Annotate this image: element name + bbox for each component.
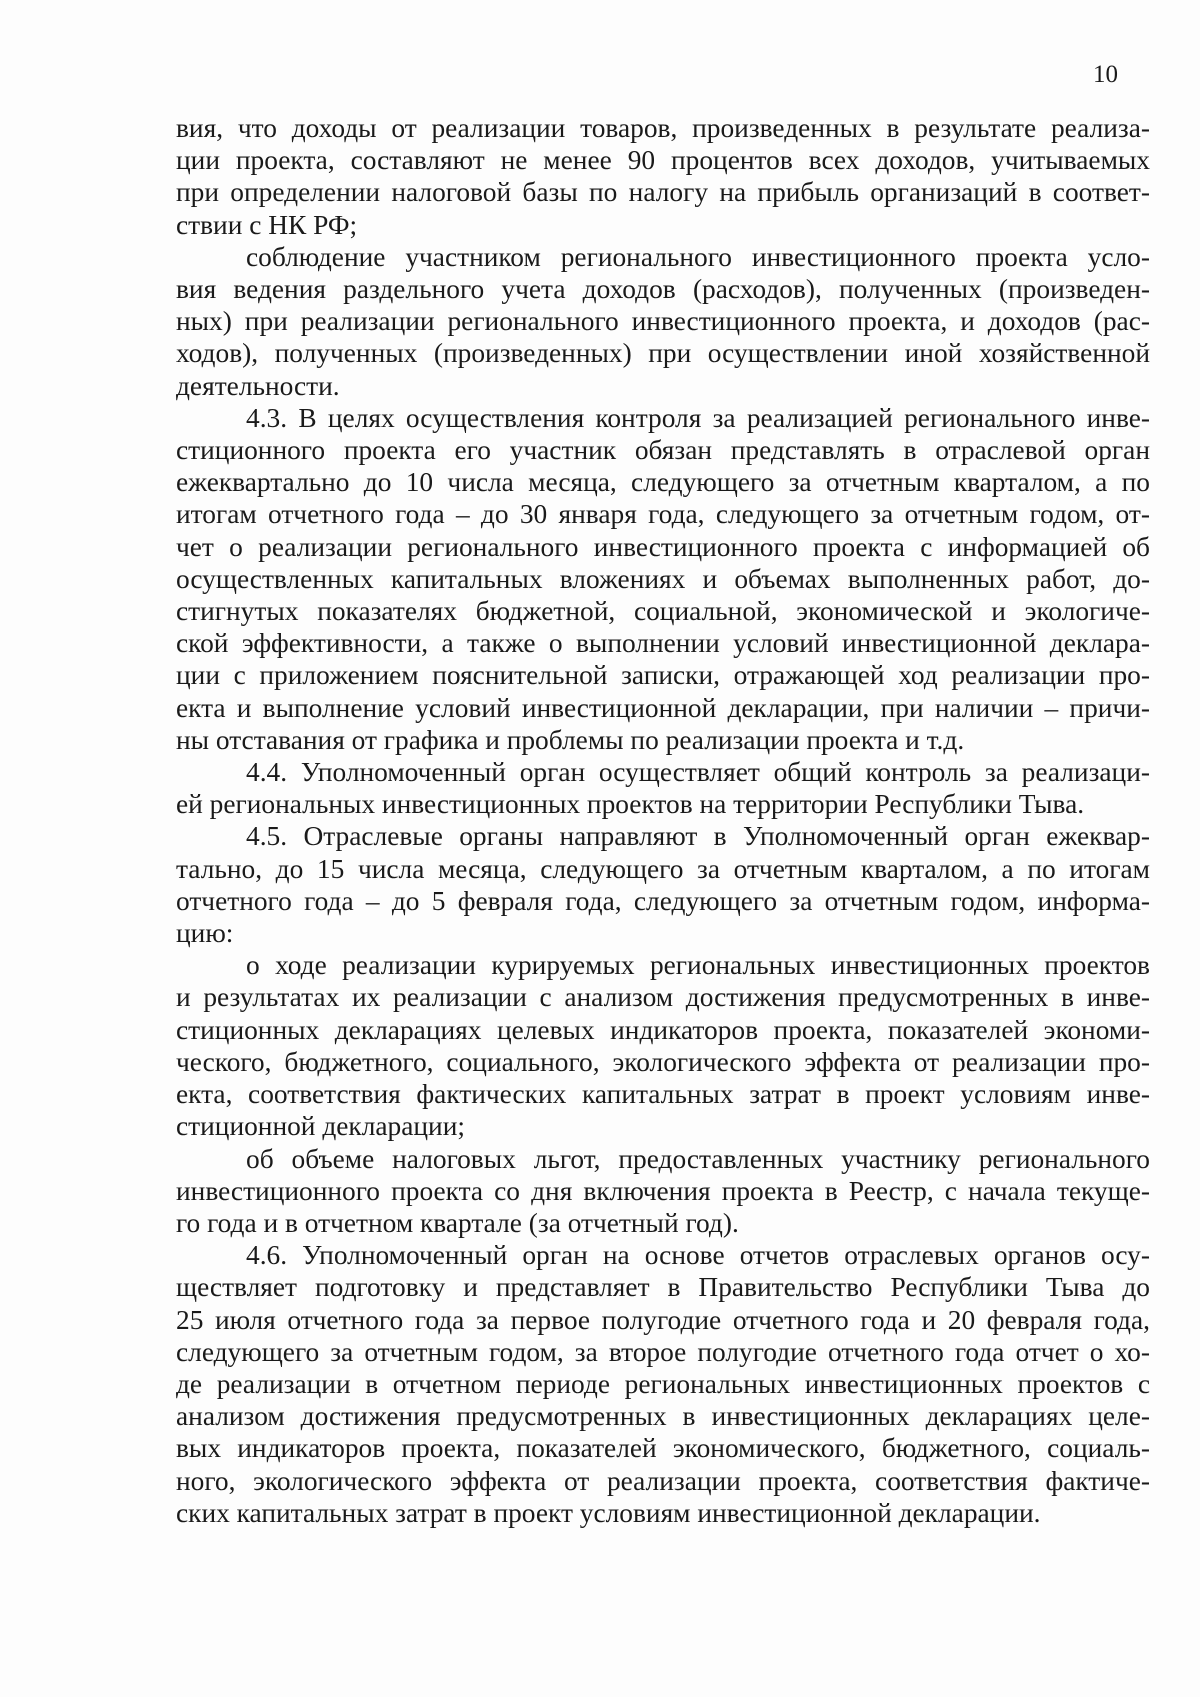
paragraph (176, 1239, 1150, 1529)
paragraph (176, 1143, 1150, 1240)
text-line: соблюдение участником регионального инвестиционного проекта усло- (246, 241, 1150, 272)
document-body (176, 112, 1150, 1529)
paragraph (176, 820, 1150, 949)
text-line: екта и выполнение условий инвестиционной декларации, при наличии – причи- (176, 692, 1150, 723)
text-line: 4.5. Отраслевые органы направляют в Уполномоченный орган ежеквар- (246, 821, 1150, 852)
text-line: екта, соответствия фактических капитальных затрат в проект условиям инве- (176, 1079, 1150, 1110)
text-line: 4.3. В целях осуществления контроля за реализацией регионального инве- (246, 402, 1150, 433)
text-line: ежеквартально до 10 числа месяца, следующего за отчетным кварталом, а по (176, 467, 1150, 498)
text-line: и результатах их реализации с анализом достижения предусмотренных в инве- (176, 982, 1150, 1013)
text-line: вия ведения раздельного учета доходов (расходов), полученных (произведен- (176, 274, 1150, 305)
text-line: ны отставания от графика и проблемы по реализации проекта и т.д. (176, 724, 965, 755)
text-line: ных) при реализации регионального инвестиционного проекта, и доходов (рас- (176, 306, 1150, 337)
text-line: стиционного проекта его участник обязан представлять в отраслевой орган (176, 435, 1150, 466)
text-line: ских капитальных затрат в проект условиям инвестиционной декларации. (176, 1497, 1041, 1528)
paragraph (176, 402, 1150, 756)
text-line: тально, до 15 числа месяца, следующего за отчетным кварталом, а по итогам (176, 853, 1150, 884)
text-line: стигнутых показателях бюджетной, социальной, экономической и экологиче- (176, 596, 1150, 627)
text-line: при определении налоговой базы по налогу на прибыль организаций в соответ- (176, 177, 1150, 208)
text-line: 4.6. Уполномоченный орган на основе отчетов отраслевых органов осу- (246, 1240, 1150, 1271)
text-line: 25 июля отчетного года за первое полугодие отчетного года и 20 февраля года, (176, 1304, 1150, 1335)
text-line: го года и в отчетном квартале (за отчетный год). (176, 1207, 739, 1238)
text-line: ской эффективности, а также о выполнении условий инвестиционной деклара- (176, 628, 1150, 659)
text-line: ществляет подготовку и представляет в Правительство Республики Тыва до (176, 1272, 1150, 1303)
text-line: ей региональных инвестиционных проектов на территории Республики Тыва. (176, 789, 1085, 820)
page-number: 10 (1093, 61, 1118, 88)
text-line: ции проекта, составляют не менее 90 процентов всех доходов, учитываемых (176, 145, 1150, 176)
text-line: ции с приложением пояснительной записки, отражающей ход реализации про- (176, 660, 1150, 691)
paragraph (176, 756, 1150, 820)
text-line: следующего за отчетным годом, за второе полугодие отчетного года отчет о хо- (176, 1336, 1150, 1367)
paragraph (176, 949, 1150, 1142)
text-line: вия, что доходы от реализации товаров, произведенных в результате реализа- (176, 113, 1150, 143)
text-line: чет о реализации регионального инвестиционного проекта с информацией об (176, 531, 1150, 562)
text-line: осуществленных капитальных вложениях и объемах выполненных работ, до- (176, 563, 1150, 594)
text-line: итогам отчетного года – до 30 января года, следующего за отчетным годом, от- (176, 499, 1150, 530)
text-line: деятельности. (176, 370, 340, 401)
text-line: вых индикаторов проекта, показателей экономического, бюджетного, социаль- (176, 1433, 1150, 1464)
text-line: стиционных декларациях целевых индикаторов проекта, показателей экономи- (176, 1014, 1150, 1045)
text-line: де реализации в отчетном периоде региональных инвестиционных проектов с (176, 1368, 1150, 1399)
text-line: стиционной декларации; (176, 1111, 465, 1142)
paragraph (176, 241, 1150, 402)
text-line: ческого, бюджетного, социального, экологического эффекта от реализации про- (176, 1046, 1150, 1077)
text-line: о ходе реализации курируемых региональных инвестиционных проектов (246, 950, 1150, 981)
text-line: 4.4. Уполномоченный орган осуществляет общий контроль за реализаци- (246, 757, 1150, 788)
text-line: анализом достижения предусмотренных в инвестиционных декларациях целе- (176, 1401, 1150, 1432)
text-line: об объеме налоговых льгот, предоставленных участнику регионального (246, 1143, 1150, 1174)
text-line: инвестиционного проекта со дня включения проекта в Реестр, с начала текуще- (176, 1175, 1150, 1206)
text-line: ствии с НК РФ; (176, 209, 358, 240)
text-line: ходов), полученных (произведенных) при осуществлении иной хозяйственной (176, 338, 1150, 369)
text-line: отчетного года – до 5 февраля года, следующего за отчетным годом, информа- (176, 885, 1150, 916)
paragraph (176, 112, 1150, 241)
text-line: цию: (176, 918, 234, 949)
text-line: ного, экологического эффекта от реализации проекта, соответствия фактиче- (176, 1465, 1150, 1496)
